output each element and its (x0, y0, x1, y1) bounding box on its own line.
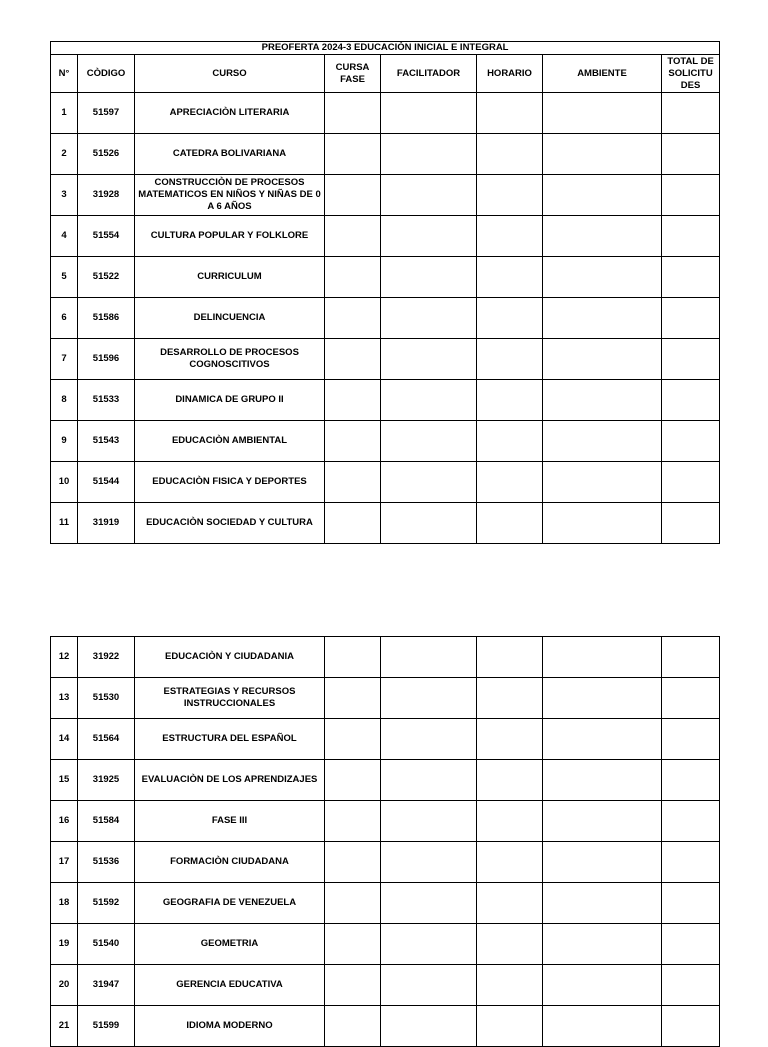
row-curso: FORMACIÒN CIUDADANA (135, 842, 325, 883)
row-horario-cell (477, 134, 543, 175)
row-curso: GEOGRAFIA DE VENEZUELA (135, 883, 325, 924)
row-curso: FASE III (135, 801, 325, 842)
row-facilitador-cell (381, 924, 477, 965)
row-ambiente-cell (543, 842, 662, 883)
row-codigo: 51543 (78, 421, 135, 462)
header-numero: N° (51, 55, 78, 93)
row-facilitador-cell (381, 1006, 477, 1047)
row-curso: IDIOMA MODERNO (135, 1006, 325, 1047)
row-total-cell (662, 842, 720, 883)
row-horario-cell (477, 924, 543, 965)
row-facilitador-cell (381, 883, 477, 924)
row-codigo: 51554 (78, 216, 135, 257)
row-facilitador-cell (381, 339, 477, 380)
row-ambiente-cell (543, 760, 662, 801)
row-number: 15 (51, 760, 78, 801)
table-row (51, 298, 720, 339)
row-codigo: 51586 (78, 298, 135, 339)
row-codigo: 51536 (78, 842, 135, 883)
table-row (51, 1006, 720, 1047)
row-cursa-fase-cell (325, 339, 381, 380)
row-ambiente-cell (543, 257, 662, 298)
table-row (51, 965, 720, 1006)
row-cursa-fase-cell (325, 1006, 381, 1047)
row-ambiente-cell (543, 719, 662, 760)
row-ambiente-cell (543, 965, 662, 1006)
row-number: 1 (51, 93, 78, 134)
table-row (51, 801, 720, 842)
row-number: 4 (51, 216, 78, 257)
row-total-cell (662, 1006, 720, 1047)
row-horario-cell (477, 883, 543, 924)
row-number: 6 (51, 298, 78, 339)
row-curso: ESTRUCTURA DEL ESPAÑOL (135, 719, 325, 760)
row-cursa-fase-cell (325, 93, 381, 134)
table-row (51, 760, 720, 801)
table-row (51, 93, 720, 134)
row-curso: EVALUACIÒN DE LOS APRENDIZAJES (135, 760, 325, 801)
row-total-cell (662, 175, 720, 216)
header-codigo: CÒDIGO (78, 55, 135, 93)
row-total-cell (662, 719, 720, 760)
row-facilitador-cell (381, 257, 477, 298)
sheet-title: PREOFERTA 2024-3 EDUCACIÒN INICIAL E INTEGRAL (51, 42, 720, 55)
row-horario-cell (477, 421, 543, 462)
row-ambiente-cell (543, 883, 662, 924)
row-total-cell (662, 298, 720, 339)
header-total-solicitudes (662, 55, 720, 93)
header-total-line-3: DES (680, 79, 701, 91)
table-row (51, 883, 720, 924)
row-ambiente-cell (543, 462, 662, 503)
row-codigo: 31928 (78, 175, 135, 216)
row-facilitador-cell (381, 93, 477, 134)
row-horario-cell (477, 339, 543, 380)
table-row (51, 175, 720, 216)
row-total-cell (662, 421, 720, 462)
row-number: 14 (51, 719, 78, 760)
row-facilitador-cell (381, 719, 477, 760)
row-total-cell (662, 93, 720, 134)
row-facilitador-cell (381, 503, 477, 544)
row-number: 11 (51, 503, 78, 544)
row-facilitador-cell (381, 965, 477, 1006)
header-horario: HORARIO (477, 55, 543, 93)
row-ambiente-cell (543, 801, 662, 842)
row-number: 5 (51, 257, 78, 298)
row-horario-cell (477, 503, 543, 544)
row-codigo: 51544 (78, 462, 135, 503)
row-horario-cell (477, 1006, 543, 1047)
row-curso: CURRICULUM (135, 257, 325, 298)
row-ambiente-cell (543, 175, 662, 216)
row-total-cell (662, 760, 720, 801)
row-codigo: 51540 (78, 924, 135, 965)
row-curso: DINAMICA DE GRUPO II (135, 380, 325, 421)
row-codigo: 31922 (78, 637, 135, 678)
row-curso: EDUCACIÒN FISICA Y DEPORTES (135, 462, 325, 503)
header-cursa-fase-line-2: FASE (340, 73, 365, 85)
row-cursa-fase-cell (325, 298, 381, 339)
row-ambiente-cell (543, 503, 662, 544)
row-codigo: 31919 (78, 503, 135, 544)
row-curso: EDUCACIÒN AMBIENTAL (135, 421, 325, 462)
row-facilitador-cell (381, 175, 477, 216)
row-cursa-fase-cell (325, 719, 381, 760)
row-curso: DESARROLLO DE PROCESOS COGNOSCITIVOS (135, 339, 325, 380)
row-number: 10 (51, 462, 78, 503)
row-total-cell (662, 380, 720, 421)
row-facilitador-cell (381, 842, 477, 883)
row-codigo: 51597 (78, 93, 135, 134)
row-total-cell (662, 678, 720, 719)
row-number: 17 (51, 842, 78, 883)
table-row (51, 719, 720, 760)
row-number: 9 (51, 421, 78, 462)
row-curso: GEOMETRIA (135, 924, 325, 965)
row-total-cell (662, 883, 720, 924)
row-total-cell (662, 339, 720, 380)
row-total-cell (662, 801, 720, 842)
table-row (51, 842, 720, 883)
row-facilitador-cell (381, 801, 477, 842)
row-ambiente-cell (543, 134, 662, 175)
row-codigo: 51564 (78, 719, 135, 760)
preoferta-table-part-2 (50, 636, 720, 1047)
row-total-cell (662, 216, 720, 257)
row-facilitador-cell (381, 421, 477, 462)
row-number: 16 (51, 801, 78, 842)
row-curso: EDUCACIÒN SOCIEDAD Y CULTURA (135, 503, 325, 544)
row-cursa-fase-cell (325, 637, 381, 678)
row-cursa-fase-cell (325, 216, 381, 257)
header-total-line-1: TOTAL DE (667, 55, 714, 67)
row-curso: CULTURA POPULAR Y FOLKLORE (135, 216, 325, 257)
header-ambiente: AMBIENTE (543, 55, 662, 93)
row-ambiente-cell (543, 298, 662, 339)
table-row (51, 462, 720, 503)
row-ambiente-cell (543, 1006, 662, 1047)
row-cursa-fase-cell (325, 924, 381, 965)
row-total-cell (662, 637, 720, 678)
table-row (51, 421, 720, 462)
row-codigo: 51596 (78, 339, 135, 380)
row-cursa-fase-cell (325, 965, 381, 1006)
row-horario-cell (477, 462, 543, 503)
row-cursa-fase-cell (325, 883, 381, 924)
row-facilitador-cell (381, 216, 477, 257)
header-total-line-2: SOLICITU (668, 67, 713, 79)
row-horario-cell (477, 801, 543, 842)
header-facilitador: FACILITADOR (381, 55, 477, 93)
table-row (51, 216, 720, 257)
row-cursa-fase-cell (325, 678, 381, 719)
row-horario-cell (477, 678, 543, 719)
row-curso: APRECIACIÒN LITERARIA (135, 93, 325, 134)
header-curso: CURSO (135, 55, 325, 93)
row-ambiente-cell (543, 421, 662, 462)
row-ambiente-cell (543, 924, 662, 965)
row-facilitador-cell (381, 637, 477, 678)
table-row (51, 257, 720, 298)
row-cursa-fase-cell (325, 134, 381, 175)
row-number: 2 (51, 134, 78, 175)
row-facilitador-cell (381, 380, 477, 421)
row-cursa-fase-cell (325, 175, 381, 216)
row-number: 7 (51, 339, 78, 380)
row-horario-cell (477, 719, 543, 760)
table-row (51, 134, 720, 175)
header-row (51, 55, 720, 93)
row-ambiente-cell (543, 339, 662, 380)
row-curso: DELINCUENCIA (135, 298, 325, 339)
row-ambiente-cell (543, 637, 662, 678)
row-horario-cell (477, 175, 543, 216)
table-row (51, 380, 720, 421)
row-number: 18 (51, 883, 78, 924)
row-ambiente-cell (543, 380, 662, 421)
row-codigo: 31925 (78, 760, 135, 801)
title-row (51, 42, 720, 55)
row-number: 19 (51, 924, 78, 965)
preoferta-table-part-1 (50, 41, 720, 544)
row-cursa-fase-cell (325, 462, 381, 503)
row-ambiente-cell (543, 216, 662, 257)
row-curso: EDUCACIÒN Y CIUDADANIA (135, 637, 325, 678)
row-cursa-fase-cell (325, 380, 381, 421)
row-facilitador-cell (381, 760, 477, 801)
row-curso: CATEDRA BOLIVARIANA (135, 134, 325, 175)
row-codigo: 51599 (78, 1006, 135, 1047)
header-cursa-fase (325, 55, 381, 93)
row-total-cell (662, 462, 720, 503)
table-row (51, 503, 720, 544)
row-horario-cell (477, 842, 543, 883)
row-total-cell (662, 503, 720, 544)
table-row (51, 924, 720, 965)
row-total-cell (662, 965, 720, 1006)
row-horario-cell (477, 760, 543, 801)
row-horario-cell (477, 380, 543, 421)
row-curso: GERENCIA EDUCATIVA (135, 965, 325, 1006)
row-codigo: 51592 (78, 883, 135, 924)
row-horario-cell (477, 216, 543, 257)
row-number: 13 (51, 678, 78, 719)
row-codigo: 31947 (78, 965, 135, 1006)
row-curso: ESTRATEGIAS Y RECURSOS INSTRUCCIONALES (135, 678, 325, 719)
row-cursa-fase-cell (325, 503, 381, 544)
row-cursa-fase-cell (325, 421, 381, 462)
row-horario-cell (477, 257, 543, 298)
row-ambiente-cell (543, 93, 662, 134)
row-facilitador-cell (381, 678, 477, 719)
row-codigo: 51526 (78, 134, 135, 175)
row-facilitador-cell (381, 298, 477, 339)
row-codigo: 51522 (78, 257, 135, 298)
row-cursa-fase-cell (325, 257, 381, 298)
row-total-cell (662, 257, 720, 298)
row-codigo: 51584 (78, 801, 135, 842)
row-number: 3 (51, 175, 78, 216)
row-total-cell (662, 134, 720, 175)
row-facilitador-cell (381, 134, 477, 175)
row-facilitador-cell (381, 462, 477, 503)
row-number: 8 (51, 380, 78, 421)
table-row (51, 339, 720, 380)
row-cursa-fase-cell (325, 801, 381, 842)
row-horario-cell (477, 93, 543, 134)
row-ambiente-cell (543, 678, 662, 719)
row-cursa-fase-cell (325, 842, 381, 883)
table-row (51, 637, 720, 678)
row-horario-cell (477, 637, 543, 678)
row-total-cell (662, 924, 720, 965)
row-number: 12 (51, 637, 78, 678)
row-horario-cell (477, 965, 543, 1006)
row-horario-cell (477, 298, 543, 339)
row-cursa-fase-cell (325, 760, 381, 801)
row-curso: CONSTRUCCIÒN DE PROCESOS MATEMATICOS EN NIÑOS Y NIÑAS DE 0 A 6 AÑOS (135, 175, 325, 216)
row-number: 20 (51, 965, 78, 1006)
table-row (51, 678, 720, 719)
row-codigo: 51533 (78, 380, 135, 421)
row-number: 21 (51, 1006, 78, 1047)
header-cursa-fase-line-1: CURSA (335, 61, 370, 73)
row-codigo: 51530 (78, 678, 135, 719)
